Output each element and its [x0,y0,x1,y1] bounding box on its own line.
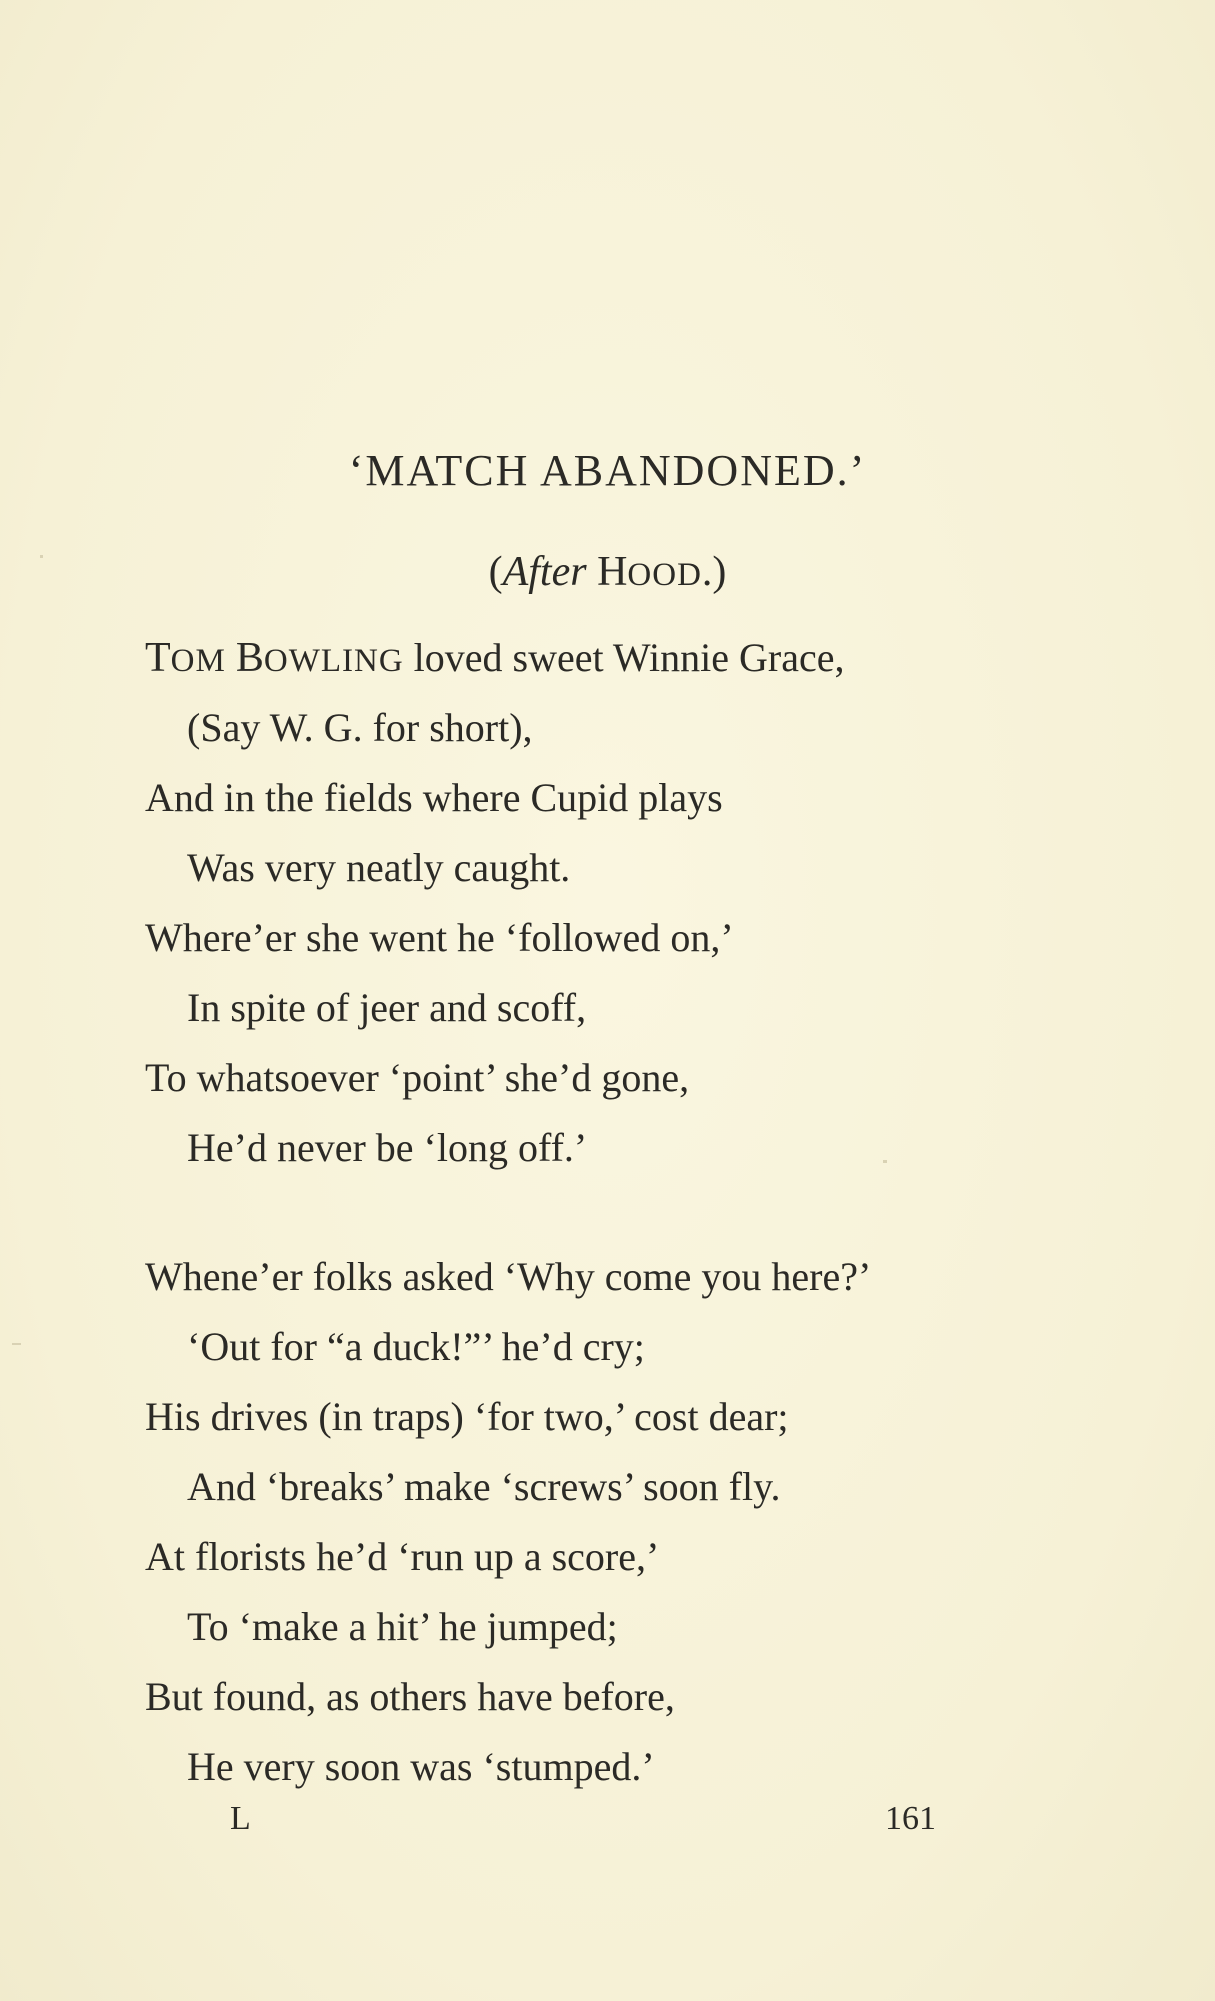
poem-line: Where’er she went he ‘followed on,’ [145,915,734,960]
poem-line: And ‘breaks’ make ‘screws’ soon fly. [187,1464,781,1509]
poem-line: ‘Out for “a duck!”’ he’d cry; [187,1324,645,1369]
poem-line: To whatsoever ‘point’ she’d gone, [145,1055,690,1100]
page-number: 161 [885,1800,936,1837]
poem-subtitle [0,548,1215,596]
poem-line: His drives (in traps) ‘for two,’ cost dear; [145,1394,789,1439]
poem-line: He very soon was ‘stumped.’ [187,1744,655,1789]
subtitle-hood-initial: H [597,549,628,595]
paper-speck [883,1160,887,1163]
paper-speck [12,1343,21,1345]
tom-rest: OM [170,643,226,679]
subtitle-open-paren: ( [488,549,503,595]
poem-line: At florists he’d ‘run up a score,’ [145,1534,660,1579]
poem-line: In spite of jeer and scoff, [187,985,587,1030]
poem-line: Whene’er folks asked ‘Why come you here?’ [145,1254,872,1299]
bowling-initial: B [235,635,264,681]
subtitle-close: .) [701,549,727,595]
subtitle-hood-rest: OOD [627,557,702,593]
poem-title: ‘MATCH ABANDONED.’ [348,446,867,495]
poem-line: He’d never be ‘long off.’ [187,1125,588,1170]
signature-mark: L [230,1800,251,1837]
poem-line: And in the fields where Cupid plays [145,775,723,820]
poem-line: (Say W. G. for short), [187,705,533,750]
poem-line [145,634,844,685]
poem-line: Was very neatly caught. [187,845,571,890]
bowling-rest: OWLING [263,643,404,679]
tom-initial: T [145,635,171,681]
poem-line: To ‘make a hit’ he jumped; [187,1604,618,1649]
paper-speck [40,555,43,558]
subtitle-after: After [502,549,587,595]
first-line-text: loved sweet Winnie Grace, [403,635,845,680]
poem-line: But found, as others have before, [145,1674,675,1719]
